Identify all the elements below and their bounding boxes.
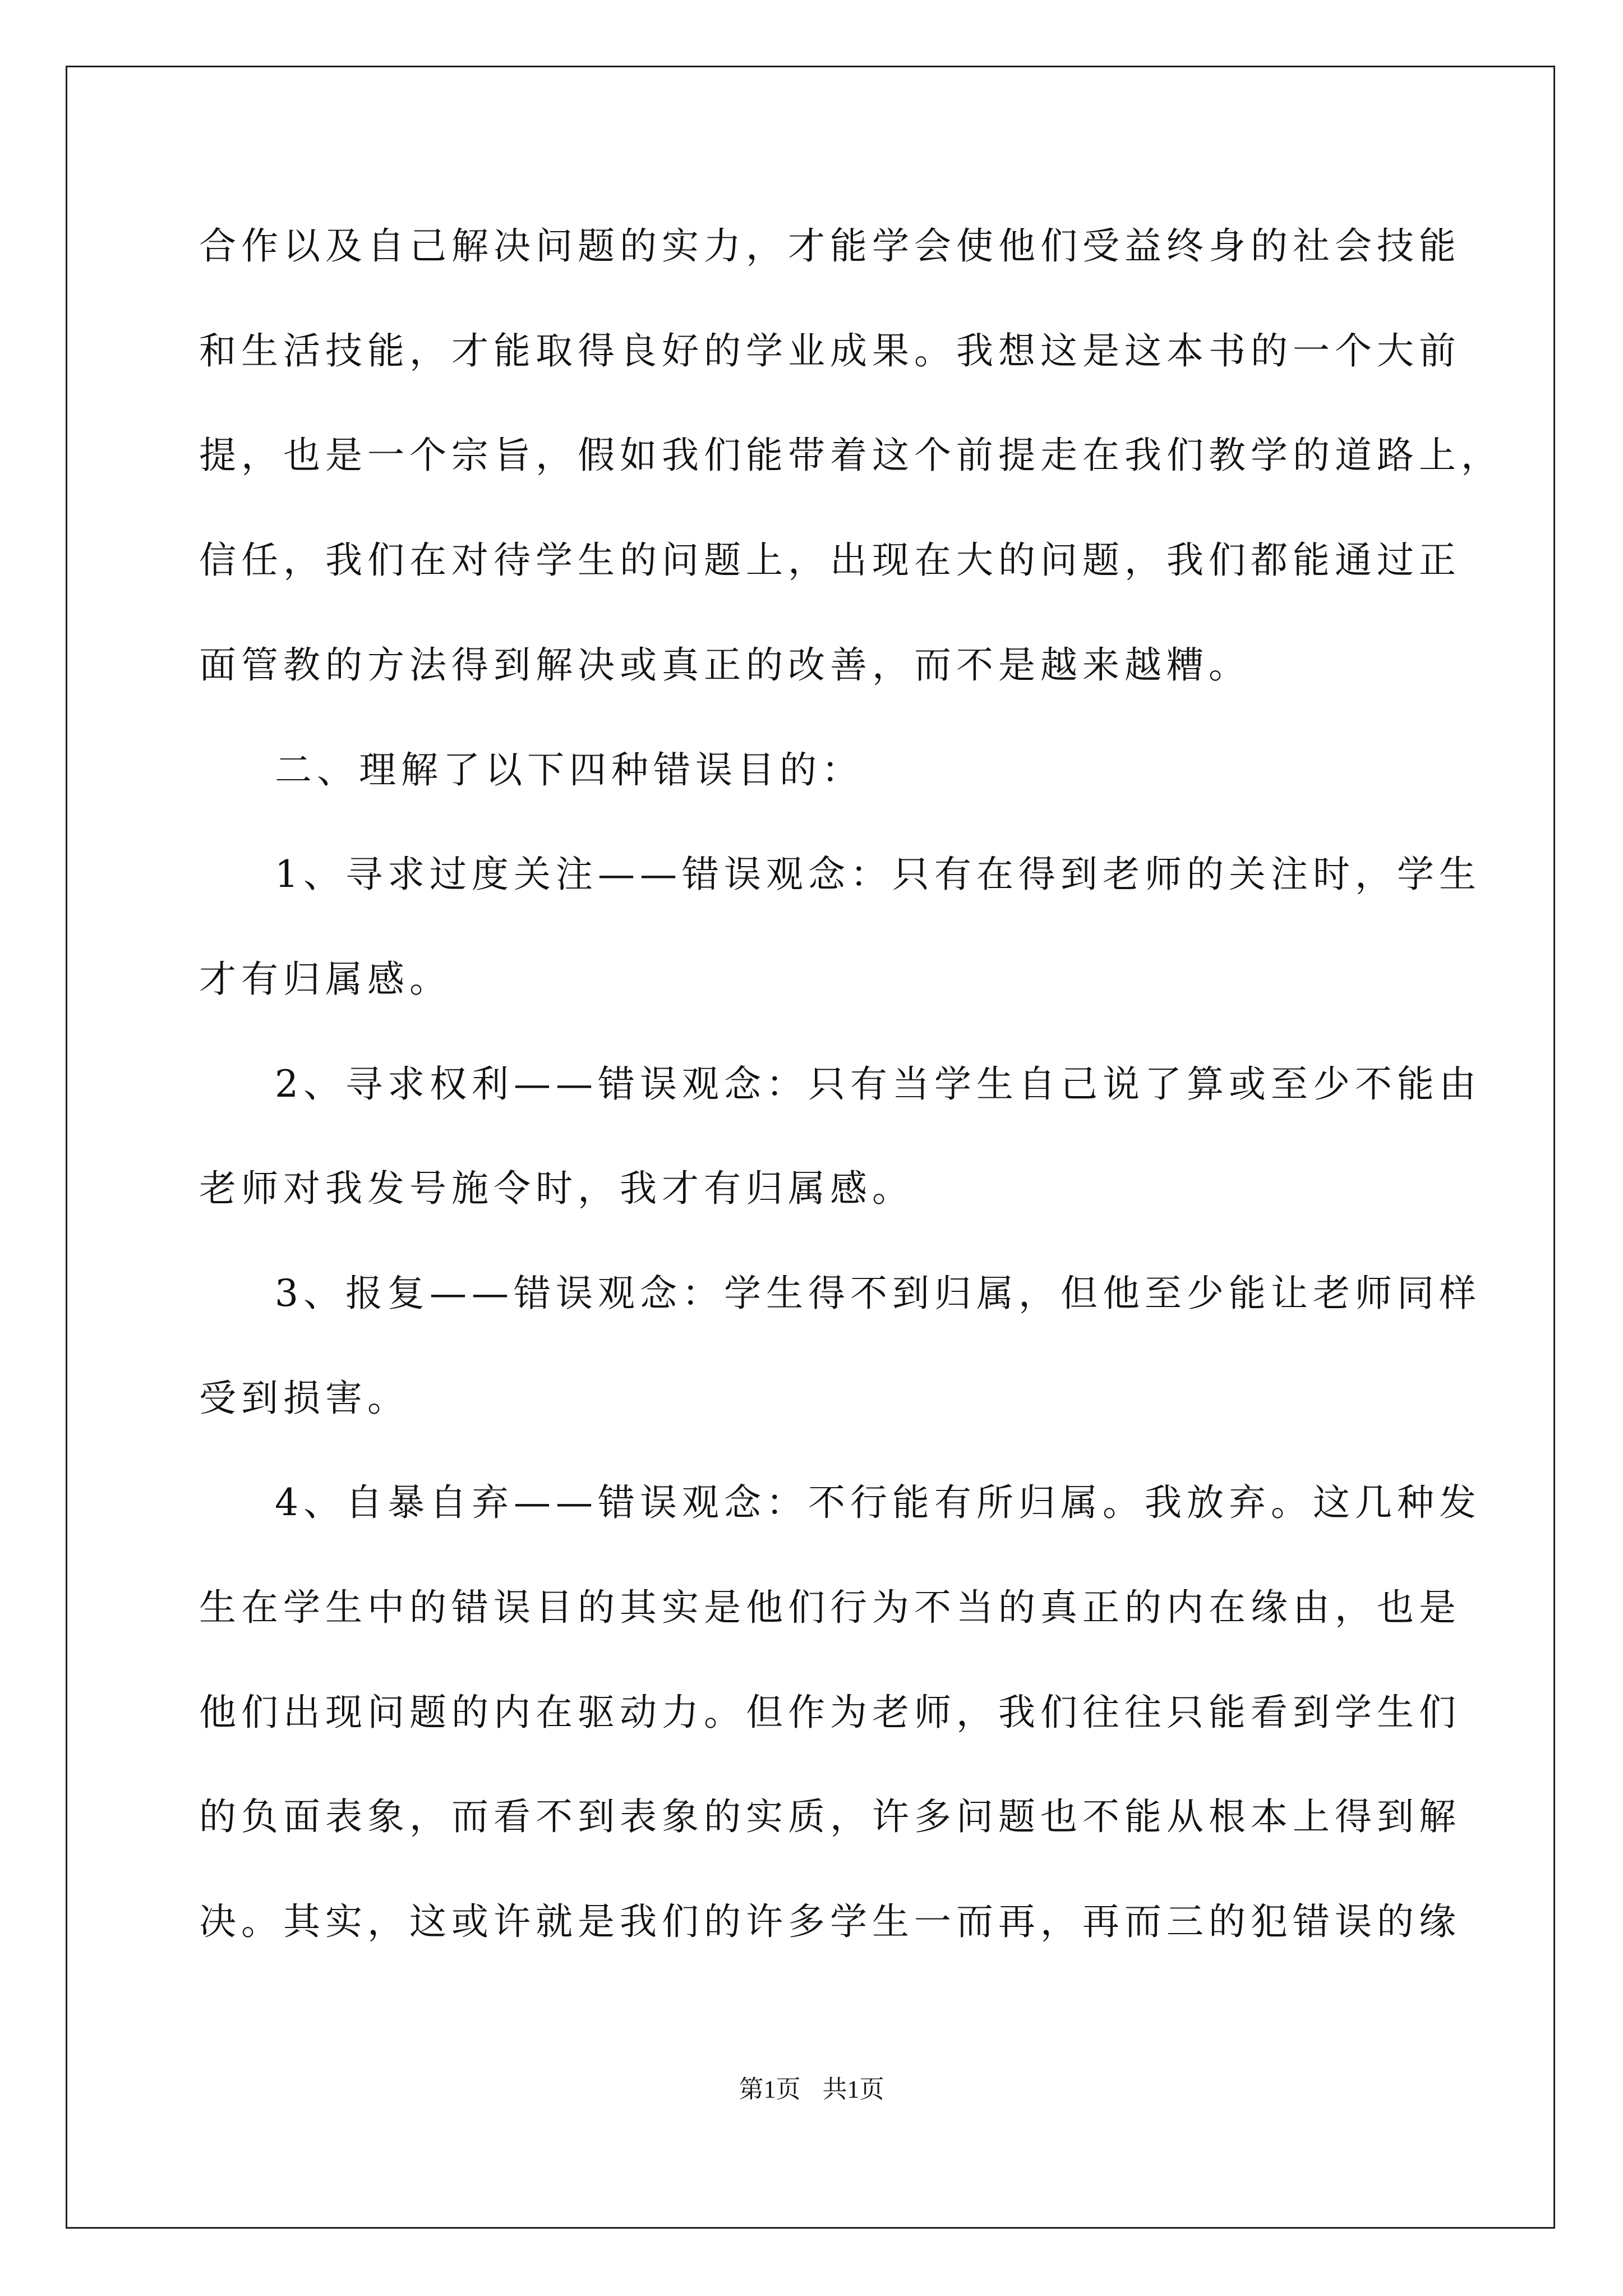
list-item-3-line: 3、报复——错误观念：学生得不到归属，但他至少能让老师同样 <box>275 1272 1481 1315</box>
list-item-2-line: 2、寻求权利——错误观念：只有当学生自己说了算或至少不能由 <box>275 1062 1481 1106</box>
text-line: 生在学生中的错误目的其实是他们行为不当的真正的内在缘由，也是 <box>199 1586 1461 1629</box>
page-footer <box>0 2073 1623 2106</box>
text-line: 老师对我发号施令时，我才有归属感。 <box>199 1167 914 1210</box>
text-line: 的负面表象，而看不到表象的实质，许多问题也不能从根本上得到解 <box>199 1795 1461 1838</box>
text-line: 提，也是一个宗旨，假如我们能带着这个前提走在我们教学的道路上， <box>199 434 1503 477</box>
text-line: 决。其实，这或许就是我们的许多学生一而再，再而三的犯错误的缘 <box>199 1900 1461 1943</box>
page-total: 共1页 <box>822 2076 884 2103</box>
list-item-1-line: 1、寻求过度关注——错误观念：只有在得到老师的关注时，学生 <box>275 853 1481 896</box>
text-line: 才有归属感。 <box>199 958 451 1001</box>
list-item-4-line: 4、自暴自弃——错误观念：不行能有所归属。我放弃。这几种发 <box>275 1481 1481 1524</box>
text-line: 受到损害。 <box>199 1377 409 1420</box>
text-line: 信任，我们在对待学生的问题上，出现在大的问题，我们都能通过正 <box>199 539 1461 582</box>
page-number: 第1页 <box>739 2076 801 2103</box>
text-line: 和生活技能，才能取得良好的学业成果。我想这是这本书的一个大前 <box>199 329 1461 372</box>
text-line: 面管教的方法得到解决或真正的改善，而不是越来越糟。 <box>199 643 1251 687</box>
text-line: 他们出现问题的内在驱动力。但作为老师，我们往往只能看到学生们 <box>199 1691 1461 1734</box>
text-line: 合作以及自己解决问题的实力，才能学会使他们受益终身的社会技能 <box>199 224 1461 268</box>
section-heading: 二、理解了以下四种错误目的： <box>275 748 864 792</box>
